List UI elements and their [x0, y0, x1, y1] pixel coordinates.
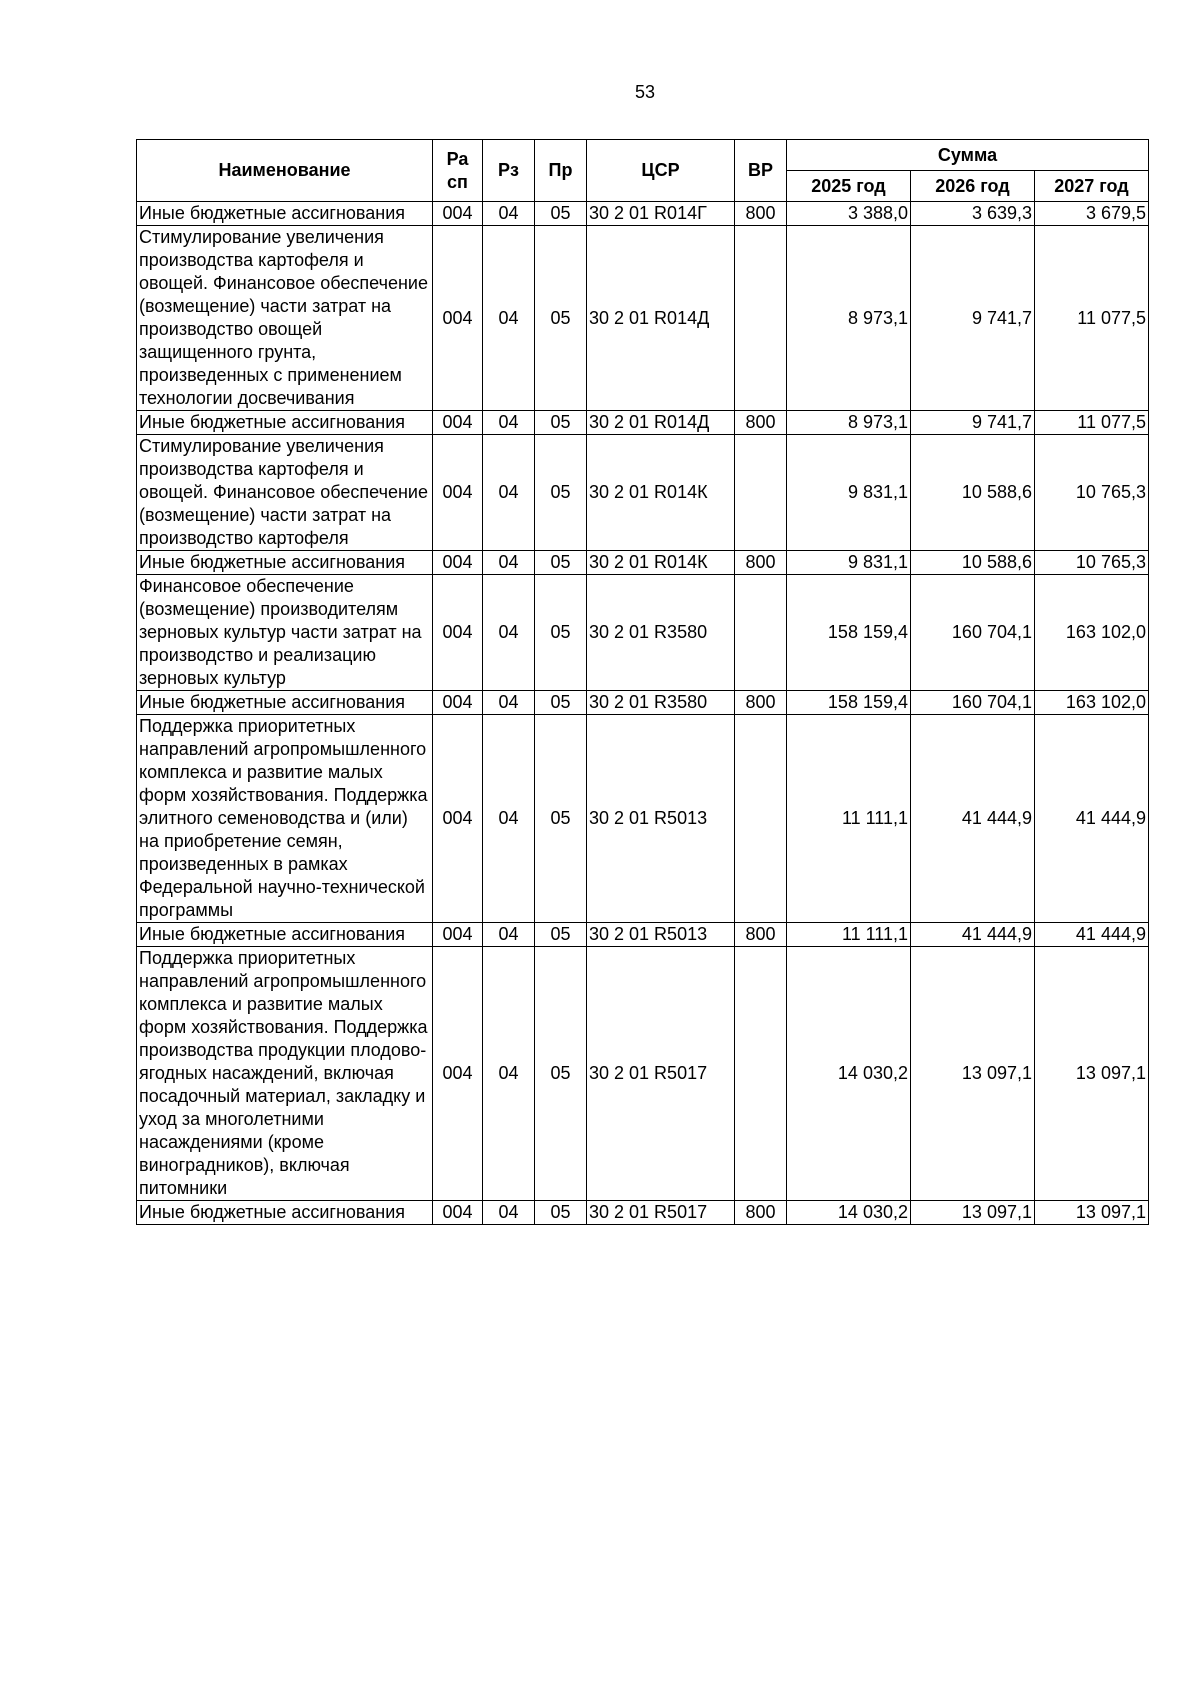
cell-pr: 05 [535, 691, 587, 715]
header-pr: Пр [535, 140, 587, 202]
cell-vr: 800 [735, 202, 787, 226]
cell-2025: 14 030,2 [787, 1201, 911, 1225]
cell-rz: 04 [483, 923, 535, 947]
cell-rasp: 004 [433, 411, 483, 435]
cell-rasp: 004 [433, 435, 483, 551]
header-rz: Рз [483, 140, 535, 202]
cell-2026: 9 741,7 [911, 226, 1035, 411]
cell-2027: 41 444,9 [1035, 923, 1149, 947]
cell-2027: 11 077,5 [1035, 226, 1149, 411]
cell-2026: 160 704,1 [911, 691, 1035, 715]
cell-2027: 163 102,0 [1035, 691, 1149, 715]
cell-rasp: 004 [433, 226, 483, 411]
header-rasp: Ра сп [433, 140, 483, 202]
header-sum: Сумма [787, 140, 1149, 171]
cell-2025: 8 973,1 [787, 226, 911, 411]
header-csr: ЦСР [587, 140, 735, 202]
cell-name: Стимулирование увеличения производства картофеля и овощей. Финансовое обеспечение (возмещение) части затрат на производство овощей защищенного грунта, произведенных с применением технологии досвечивания [137, 226, 433, 411]
table-row [137, 575, 1149, 691]
page-number: 53 [634, 82, 656, 102]
cell-name: Поддержка приоритетных направлений агропромышленного комплекса и развитие малых форм хозяйствования. Поддержка элитного семеноводства и (или) на приобретение семян, произведенных в рамках Федеральной научно-технической программы [137, 715, 433, 923]
cell-vr: 800 [735, 1201, 787, 1225]
cell-2027: 11 077,5 [1035, 411, 1149, 435]
budget-table [136, 139, 1149, 1225]
cell-2026: 3 639,3 [911, 202, 1035, 226]
cell-2026: 10 588,6 [911, 551, 1035, 575]
header-vr: ВР [735, 140, 787, 202]
cell-pr: 05 [535, 435, 587, 551]
cell-2026: 13 097,1 [911, 1201, 1035, 1225]
cell-name: Иные бюджетные ассигнования [137, 411, 433, 435]
cell-rasp: 004 [433, 551, 483, 575]
cell-pr: 05 [535, 202, 587, 226]
cell-rz: 04 [483, 715, 535, 923]
cell-2025: 14 030,2 [787, 947, 911, 1201]
cell-2026: 9 741,7 [911, 411, 1035, 435]
cell-rz: 04 [483, 1201, 535, 1225]
header-2025: 2025 год [787, 171, 911, 202]
cell-2027: 163 102,0 [1035, 575, 1149, 691]
table-body [137, 202, 1149, 1225]
cell-name: Стимулирование увеличения производства картофеля и овощей. Финансовое обеспечение (возмещение) части затрат на производство картофеля [137, 435, 433, 551]
header-name: Наименование [137, 140, 433, 202]
cell-name: Иные бюджетные ассигнования [137, 202, 433, 226]
cell-2025: 11 111,1 [787, 923, 911, 947]
cell-name: Иные бюджетные ассигнования [137, 923, 433, 947]
cell-rz: 04 [483, 411, 535, 435]
cell-2027: 41 444,9 [1035, 715, 1149, 923]
table-row [137, 715, 1149, 923]
table-row [137, 947, 1149, 1201]
table-row [137, 691, 1149, 715]
cell-2027: 13 097,1 [1035, 947, 1149, 1201]
cell-csr: 30 2 01 R014К [587, 435, 735, 551]
cell-2026: 10 588,6 [911, 435, 1035, 551]
cell-name: Иные бюджетные ассигнования [137, 1201, 433, 1225]
cell-vr [735, 715, 787, 923]
cell-rz: 04 [483, 226, 535, 411]
cell-pr: 05 [535, 411, 587, 435]
cell-vr [735, 226, 787, 411]
cell-2025: 158 159,4 [787, 691, 911, 715]
table-row [137, 202, 1149, 226]
cell-rz: 04 [483, 691, 535, 715]
cell-rasp: 004 [433, 923, 483, 947]
table-row [137, 551, 1149, 575]
cell-pr: 05 [535, 947, 587, 1201]
table-row [137, 411, 1149, 435]
cell-rasp: 004 [433, 575, 483, 691]
cell-2026: 41 444,9 [911, 923, 1035, 947]
cell-rasp: 004 [433, 715, 483, 923]
cell-2025: 11 111,1 [787, 715, 911, 923]
cell-csr: 30 2 01 R014Д [587, 226, 735, 411]
cell-vr [735, 435, 787, 551]
cell-2026: 13 097,1 [911, 947, 1035, 1201]
table-row [137, 435, 1149, 551]
cell-2025: 8 973,1 [787, 411, 911, 435]
cell-csr: 30 2 01 R014Г [587, 202, 735, 226]
cell-2027: 13 097,1 [1035, 1201, 1149, 1225]
cell-rz: 04 [483, 947, 535, 1201]
cell-vr: 800 [735, 551, 787, 575]
cell-2026: 160 704,1 [911, 575, 1035, 691]
cell-2025: 9 831,1 [787, 435, 911, 551]
cell-name: Поддержка приоритетных направлений агропромышленного комплекса и развитие малых форм хозяйствования. Поддержка производства продукции плодово-ягодных насаждений, включая посадочный материал, закладку и уход за многолетними насаждениями (кроме виноградников), включая питомники [137, 947, 433, 1201]
cell-pr: 05 [535, 551, 587, 575]
table-row [137, 923, 1149, 947]
cell-2025: 158 159,4 [787, 575, 911, 691]
header-2026: 2026 год [911, 171, 1035, 202]
cell-csr: 30 2 01 R014К [587, 551, 735, 575]
cell-pr: 05 [535, 715, 587, 923]
cell-vr: 800 [735, 411, 787, 435]
cell-name: Финансовое обеспечение (возмещение) производителям зерновых культур части затрат на производство и реализацию зерновых культур [137, 575, 433, 691]
cell-csr: 30 2 01 R5017 [587, 1201, 735, 1225]
cell-vr [735, 575, 787, 691]
cell-pr: 05 [535, 1201, 587, 1225]
cell-rz: 04 [483, 575, 535, 691]
cell-2026: 41 444,9 [911, 715, 1035, 923]
cell-vr [735, 947, 787, 1201]
cell-pr: 05 [535, 575, 587, 691]
cell-csr: 30 2 01 R3580 [587, 691, 735, 715]
header-2027: 2027 год [1035, 171, 1149, 202]
cell-csr: 30 2 01 R014Д [587, 411, 735, 435]
cell-pr: 05 [535, 226, 587, 411]
cell-2027: 10 765,3 [1035, 551, 1149, 575]
cell-name: Иные бюджетные ассигнования [137, 551, 433, 575]
cell-csr: 30 2 01 R5013 [587, 715, 735, 923]
cell-rz: 04 [483, 202, 535, 226]
cell-vr: 800 [735, 691, 787, 715]
cell-name: Иные бюджетные ассигнования [137, 691, 433, 715]
cell-2025: 9 831,1 [787, 551, 911, 575]
cell-rasp: 004 [433, 202, 483, 226]
cell-vr: 800 [735, 923, 787, 947]
cell-rz: 04 [483, 551, 535, 575]
cell-rasp: 004 [433, 947, 483, 1201]
cell-2025: 3 388,0 [787, 202, 911, 226]
cell-csr: 30 2 01 R5013 [587, 923, 735, 947]
cell-pr: 05 [535, 923, 587, 947]
table-row [137, 1201, 1149, 1225]
cell-rasp: 004 [433, 691, 483, 715]
table-row [137, 226, 1149, 411]
cell-2027: 10 765,3 [1035, 435, 1149, 551]
cell-csr: 30 2 01 R3580 [587, 575, 735, 691]
table-header-row [137, 140, 1149, 171]
cell-rz: 04 [483, 435, 535, 551]
cell-rasp: 004 [433, 1201, 483, 1225]
cell-2027: 3 679,5 [1035, 202, 1149, 226]
cell-csr: 30 2 01 R5017 [587, 947, 735, 1201]
